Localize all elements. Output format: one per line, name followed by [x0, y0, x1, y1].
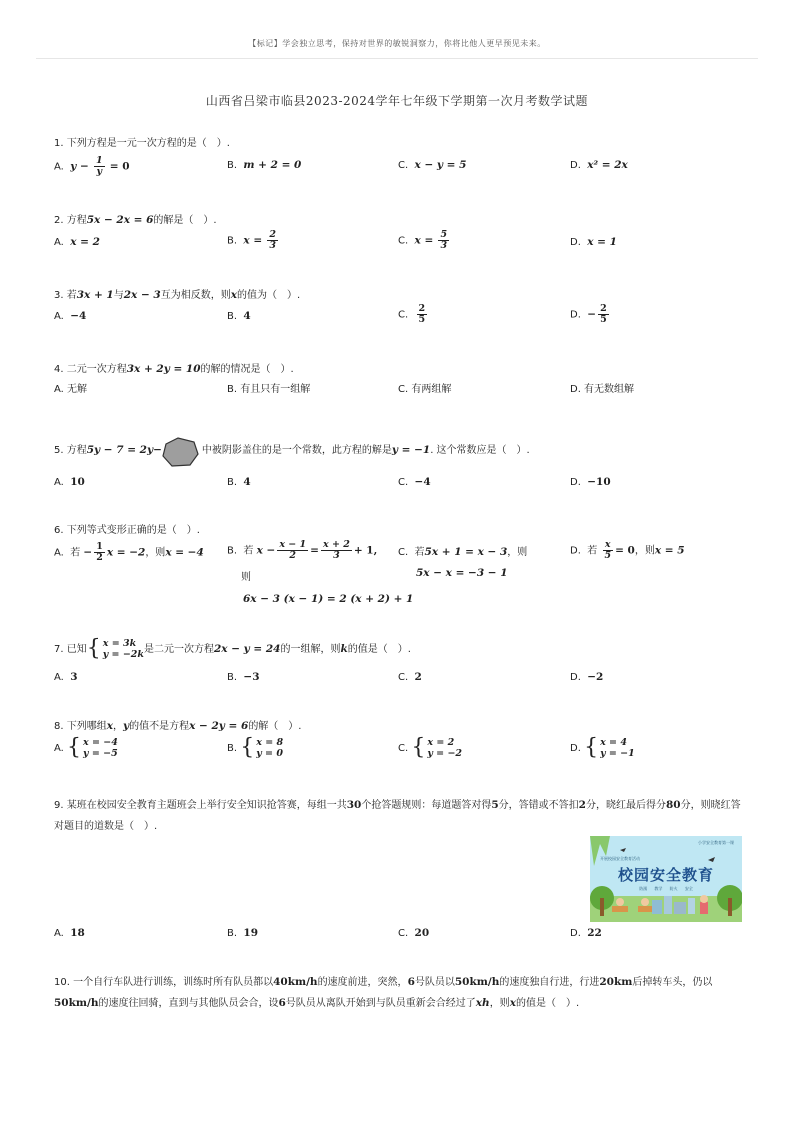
q8-option-a[interactable]: A. { x = −4 y = −5: [54, 735, 118, 760]
q8-option-d[interactable]: D. { x = 4 y = −1: [570, 735, 635, 760]
q6-option-a[interactable]: A. 若 − $\frac{1}{2}$ x = −2，则x = −4: [54, 541, 204, 563]
q6-option-b-line3: 6x − 3 (x − 1) = 2 (x + 2) + 1: [243, 593, 414, 605]
fraction: $\frac{1}{y}$: [95, 155, 103, 177]
q7-option-d[interactable]: D. −2: [570, 671, 604, 683]
fraction: $\frac{x - 1}{2}$: [279, 539, 307, 561]
q6-option-b[interactable]: B. 若 x − $\frac{x - 1}{2}$ = $\frac{x + 2}{3}$ + 1,: [227, 539, 378, 561]
q5-stem: 5. 方程5y − 7 = 2y− 中被阴影盖住的是一个常数，此方程的解是y = −1. 这个常数应是（ ）.: [54, 444, 530, 456]
q8-stem: 8. 下列哪组x，y的值不是方程x − 2y = 6的解（ ）.: [54, 720, 302, 732]
q1-option-c[interactable]: C. x − y = 5: [398, 159, 467, 171]
q7-option-b[interactable]: B. −3: [227, 671, 260, 683]
equation-system: { x = 4 y = −1: [584, 735, 635, 760]
poster-small-caption: 小学安全教育第一课: [698, 840, 734, 845]
q1-option-a[interactable]: A. y − $\frac{1}{y}$ = 0: [54, 155, 130, 177]
q1-option-b[interactable]: B. m + 2 = 0: [227, 159, 302, 171]
q1-option-d[interactable]: D. x² = 2x: [570, 159, 628, 171]
q5-option-c[interactable]: C. −4: [398, 476, 431, 488]
q6-option-b-then: 则: [241, 572, 251, 583]
q6-option-c-line2: 5x − x = −3 − 1: [416, 567, 508, 579]
q9-option-c[interactable]: C. 20: [398, 927, 430, 939]
q5-option-b[interactable]: B. 4: [227, 476, 251, 488]
q7-option-c[interactable]: C. 2: [398, 671, 422, 683]
q3-option-b[interactable]: B. 4: [227, 310, 251, 322]
q3-option-a[interactable]: A. −4: [54, 310, 87, 322]
q5-option-a[interactable]: A. 10: [54, 476, 85, 488]
header-divider: [36, 58, 758, 59]
fraction: $\frac{1}{2}$: [96, 541, 103, 563]
q6-stem: 6. 下列等式变形正确的是（ ）.: [54, 525, 200, 536]
fraction: $\frac{2}{5}$: [600, 303, 607, 325]
q9-option-a[interactable]: A. 18: [54, 927, 85, 939]
q3-option-d[interactable]: D. − $\frac{2}{5}$: [570, 303, 607, 325]
fraction: $\frac{2}{3}$: [269, 229, 276, 251]
poster-tags: 防溺 教学 防火 安全: [639, 886, 693, 891]
q2-option-b[interactable]: B. x = $\frac{2}{3}$: [227, 229, 276, 251]
poster-subtitle: 开展校园安全教育活动: [600, 856, 640, 861]
equation-system: { x = 2 y = −2: [411, 735, 463, 760]
shaded-blob-shape: [160, 436, 200, 468]
q2-option-c[interactable]: C. x = $\frac{5}{3}$: [398, 229, 448, 251]
q6-option-c[interactable]: C. 若5x + 1 = x − 3，则: [398, 546, 528, 558]
equation-system: { x = 8 y = 0: [240, 735, 284, 760]
q4-option-d[interactable]: D. 有无数组解: [570, 384, 635, 395]
header-motto: 【标记】学会独立思考，保持对世界的敏锐洞察力，你将比他人更早预见未来。: [248, 39, 546, 48]
q7-option-a[interactable]: A. 3: [54, 671, 78, 683]
q3-option-c[interactable]: C. $\frac{2}{5}$: [398, 303, 426, 325]
equation-system: { x = 3k y = −2k: [86, 636, 144, 661]
q8-option-b[interactable]: B. { x = 8 y = 0: [227, 735, 284, 760]
q5-option-d[interactable]: D. −10: [570, 476, 611, 488]
q4-stem: 4. 二元一次方程3x + 2y = 10的解的情况是（ ）.: [54, 363, 294, 375]
q9-option-b[interactable]: B. 19: [227, 927, 259, 939]
poster-title: 校园安全教育: [617, 866, 714, 884]
fraction: $\frac{x + 2}{3}$: [322, 539, 350, 561]
campus-safety-poster-image: [590, 836, 742, 922]
q6-option-d[interactable]: D. 若 $\frac{x}{5}$ = 0，则x = 5: [570, 539, 685, 561]
fraction: $\frac{2}{5}$: [418, 303, 426, 325]
q2-option-a[interactable]: A. x = 2: [54, 236, 100, 248]
q2-option-d[interactable]: D. x = 1: [570, 236, 617, 248]
q10-stem: 10. 一个自行车队进行训练，训练时所有队员都以40km/h的速度前进，突然，6号队员以50km/h的速度独自行进，行进20km后掉转车头，仍以50km/h的速度往回骑，直到与其他队员会合，设6号队员从离队开始到与队员重新会合经过了xh，则x的值是（ ）.: [54, 976, 713, 1009]
q9-stem: 9. 某班在校园安全教育主题班会上举行安全知识抢答赛，每组一共30个抢答题规则：每道题答对得5分，答错或不答扣2分，晓红最后得分80分，则晓红答对题目的道数是（ ）.: [54, 799, 741, 832]
q4-option-a[interactable]: A. 无解: [54, 384, 88, 395]
q3-stem: 3. 若3x + 1与2x − 3互为相反数，则x的值为（ ）.: [54, 289, 301, 301]
fraction: $\frac{5}{3}$: [440, 229, 448, 251]
q7-stem: 7. 已知 { x = 3k y = −2k 是二元一次方程2x − y = 24的一组解，则k的值是（ ）.: [54, 636, 411, 661]
q2-stem: 2. 方程5x − 2x = 6的解是（ ）.: [54, 214, 217, 226]
page-title: 山西省吕梁市临县2023-2024学年七年级下学期第一次月考数学试题: [205, 94, 589, 108]
q9-option-d[interactable]: D. 22: [570, 927, 602, 939]
equation-system: { x = −4 y = −5: [67, 735, 118, 760]
q4-option-b[interactable]: B. 有且只有一组解: [227, 384, 311, 395]
q1-stem: 1. 下列方程是一元一次方程的是（ ）.: [54, 138, 230, 149]
q4-option-c[interactable]: C. 有两组解: [398, 384, 452, 395]
q8-option-c[interactable]: C. { x = 2 y = −2: [398, 735, 463, 760]
fraction: $\frac{x}{5}$: [604, 539, 612, 561]
